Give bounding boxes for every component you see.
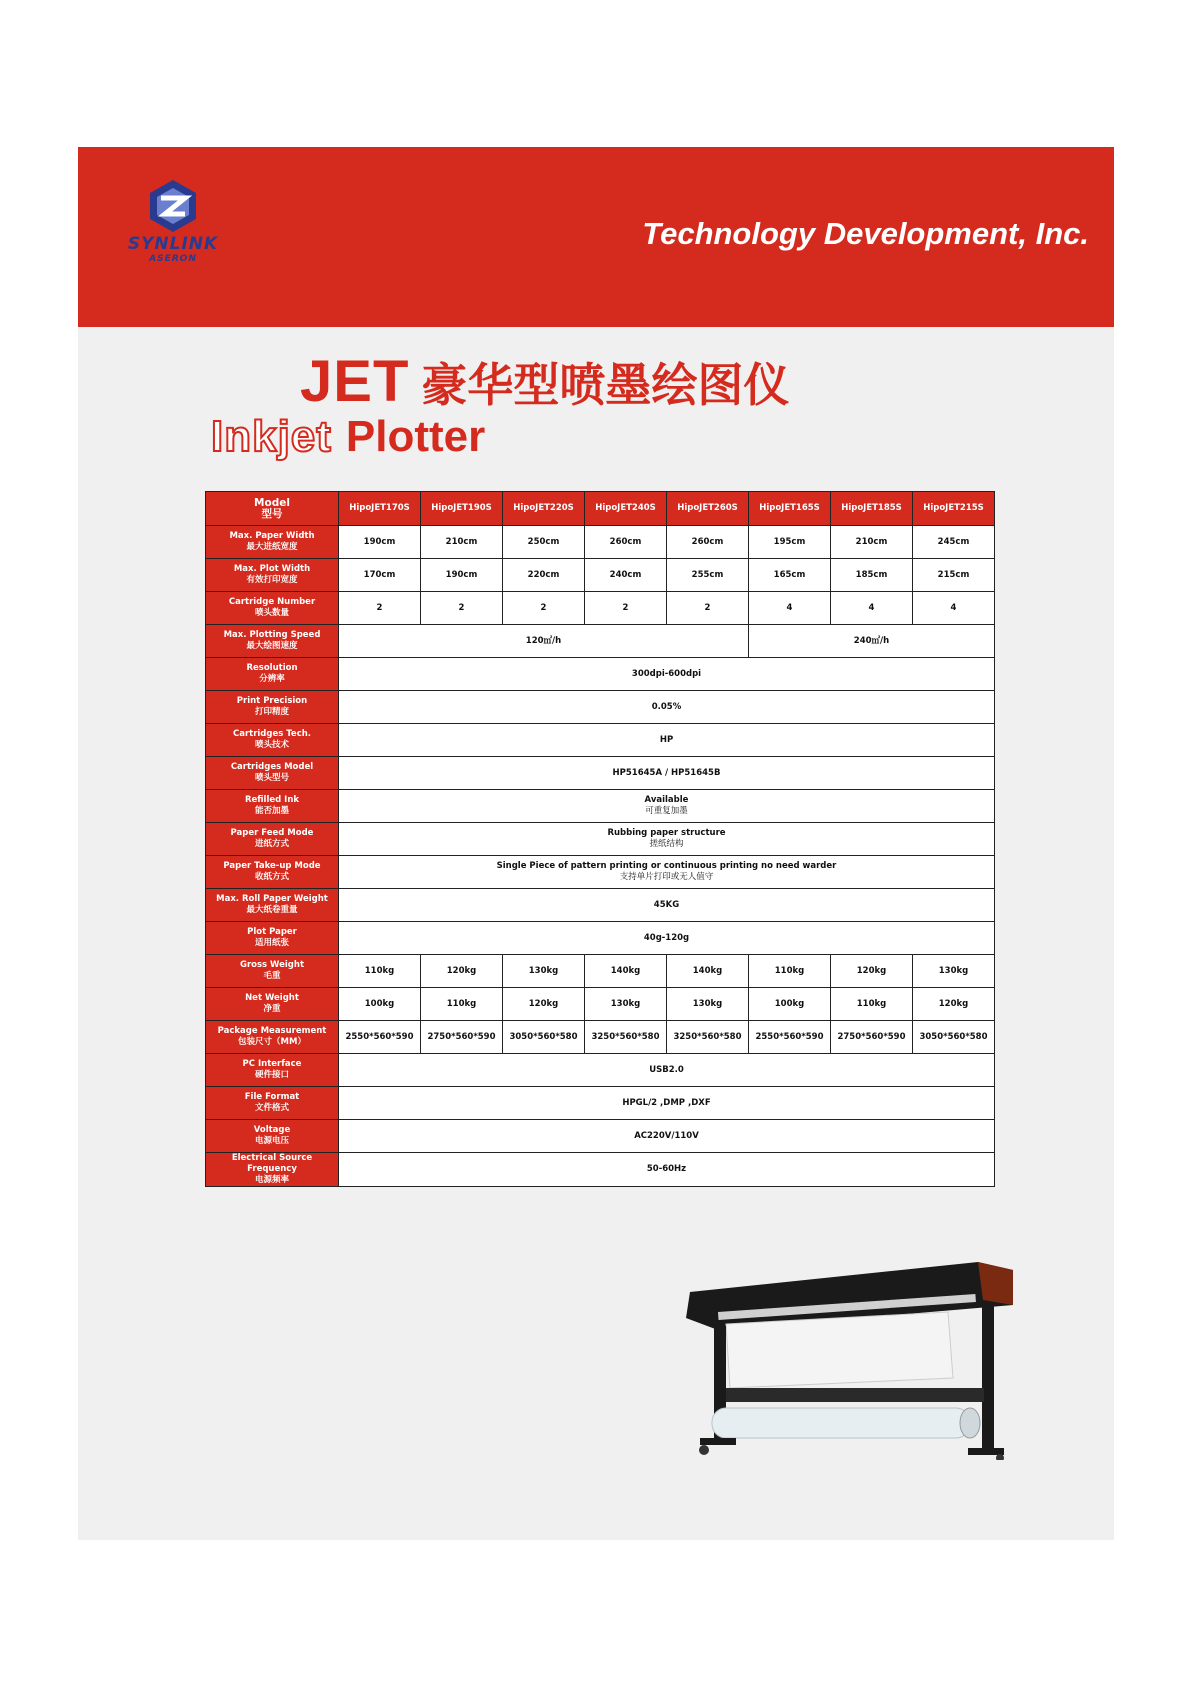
label-en: Paper Feed Mode: [230, 828, 314, 838]
row-label: [206, 658, 339, 691]
row-label: [206, 691, 339, 724]
table-row: [206, 724, 995, 757]
row-label: [206, 757, 339, 790]
table-row: [206, 1120, 995, 1153]
value-cell: 120kg: [421, 955, 503, 988]
table-row: [206, 988, 995, 1021]
row-label: [206, 526, 339, 559]
label-cn: 分辨率: [259, 674, 285, 684]
value-cell: 245cm: [913, 526, 995, 559]
value-cell: 170cm: [339, 559, 421, 592]
row-label: [206, 955, 339, 988]
value-en: Single Piece of pattern printing or continuous printing no need warder: [496, 861, 837, 871]
label-cn: 收纸方式: [254, 872, 289, 882]
value-cell: 240㎡/h: [749, 625, 995, 658]
label-cn: 净重: [263, 1004, 281, 1014]
value-cell: 140kg: [667, 955, 749, 988]
label-cn: 最大进纸宽度: [246, 542, 298, 552]
table-row: [206, 922, 995, 955]
value-cell: 210cm: [831, 526, 913, 559]
label-cn: 喷头型号: [254, 773, 289, 783]
model-cell: HipoJET190S: [421, 492, 503, 526]
value-cell: [339, 823, 995, 856]
value-cell: 110kg: [831, 988, 913, 1021]
title-chinese-text: 豪华型喷墨绘图仪: [421, 358, 790, 412]
value-cell: 45KG: [339, 889, 995, 922]
value-cell: 130kg: [503, 955, 585, 988]
row-label: [206, 988, 339, 1021]
label-en: Max. Plot Width: [233, 564, 311, 574]
row-label: [206, 592, 339, 625]
value-cell: 190cm: [421, 559, 503, 592]
model-cell: HipoJET170S: [339, 492, 421, 526]
model-cell: HipoJET215S: [913, 492, 995, 526]
label-cn: 喷头数量: [254, 608, 289, 618]
label-en: Resolution: [246, 663, 298, 673]
label-cn: 有效打印宽度: [246, 575, 298, 585]
value-cell: 2: [421, 592, 503, 625]
table-row: [206, 889, 995, 922]
model-cell: HipoJET240S: [585, 492, 667, 526]
label-en: Print Precision: [236, 696, 308, 706]
row-label: [206, 724, 339, 757]
value-cell: 240cm: [585, 559, 667, 592]
row-label: [206, 856, 339, 889]
label-cn: 毛重: [263, 971, 281, 981]
row-label: [206, 1153, 339, 1187]
value-cell: 3050*560*580: [503, 1021, 585, 1054]
table-row: [206, 1054, 995, 1087]
value-cell: 110kg: [421, 988, 503, 1021]
value-cell: HPGL/2 ,DMP ,DXF: [339, 1087, 995, 1120]
value-cell: 260cm: [667, 526, 749, 559]
title-chinese: [300, 348, 789, 415]
value-cell: 300dpi-600dpi: [339, 658, 995, 691]
row-label: [206, 492, 339, 526]
label-en: Voltage: [253, 1125, 291, 1135]
label-cn: 文件格式: [254, 1103, 289, 1113]
value-cell: HP: [339, 724, 995, 757]
table-row: [206, 790, 995, 823]
value-cell: 4: [913, 592, 995, 625]
table-row: [206, 592, 995, 625]
value-cell: 2750*560*590: [421, 1021, 503, 1054]
value-cell: 2550*560*590: [749, 1021, 831, 1054]
value-cell: 2: [339, 592, 421, 625]
plotter-image: [678, 1260, 1018, 1460]
value-cell: 2: [667, 592, 749, 625]
table-row: [206, 757, 995, 790]
logo-name: SYNLINK: [127, 234, 219, 254]
value-cell: 215cm: [913, 559, 995, 592]
model-cell: HipoJET220S: [503, 492, 585, 526]
table-row: [206, 658, 995, 691]
label-cn: 适用纸张: [254, 938, 289, 948]
row-label: [206, 823, 339, 856]
row-label: [206, 1087, 339, 1120]
value-cell: 130kg: [585, 988, 667, 1021]
value-cell: 120kg: [913, 988, 995, 1021]
row-label: [206, 1021, 339, 1054]
value-cell: 3250*560*580: [667, 1021, 749, 1054]
label-en: Package Measurement: [217, 1026, 327, 1036]
value-cell: USB2.0: [339, 1054, 995, 1087]
label-en: Paper Take-up Mode: [223, 861, 321, 871]
row-label: [206, 1120, 339, 1153]
label-en: Cartridges Tech.: [232, 729, 312, 739]
value-cell: 110kg: [339, 955, 421, 988]
table-row: [206, 1021, 995, 1054]
value-cell: 0.05%: [339, 691, 995, 724]
label-en: Gross Weight: [239, 960, 305, 970]
label-en: Max. Roll Paper Weight: [216, 894, 328, 904]
label-cn: 最大绘图速度: [246, 641, 298, 651]
label-en: Max. Plotting Speed: [223, 630, 321, 640]
title-jet: JET: [300, 349, 410, 414]
value-cell: 210cm: [421, 526, 503, 559]
value-cell: 2550*560*590: [339, 1021, 421, 1054]
value-cn: 可重复加墨: [645, 806, 688, 816]
value-cell: 255cm: [667, 559, 749, 592]
label-cn: 包装尺寸（MM）: [238, 1037, 306, 1047]
value-cell: 40g-120g: [339, 922, 995, 955]
title-plotter: Plotter: [345, 412, 486, 461]
logo-subtitle: ASERON: [149, 254, 197, 264]
table-row: [206, 1153, 995, 1187]
value-cell: 4: [831, 592, 913, 625]
value-cell: 110kg: [749, 955, 831, 988]
value-cell: 195cm: [749, 526, 831, 559]
table-header-row: [206, 492, 995, 526]
value-cell: 3050*560*580: [913, 1021, 995, 1054]
value-cell: 220cm: [503, 559, 585, 592]
label-en: Model: [254, 496, 290, 509]
label-cn: 最大纸卷重量: [246, 905, 298, 915]
value-cell: 100kg: [749, 988, 831, 1021]
table-row: [206, 955, 995, 988]
table-row: [206, 625, 995, 658]
table-row: [206, 1087, 995, 1120]
model-cell: HipoJET165S: [749, 492, 831, 526]
title-english: [211, 412, 485, 462]
value-cell: 190cm: [339, 526, 421, 559]
value-cell: 4: [749, 592, 831, 625]
row-label: [206, 922, 339, 955]
value-cell: AC220V/110V: [339, 1120, 995, 1153]
value-cell: 50-60Hz: [339, 1153, 995, 1187]
company-tagline: Technology Development, Inc.: [642, 216, 1089, 251]
label-cn: 喷头技术: [254, 740, 289, 750]
table-row: [206, 823, 995, 856]
model-cell: HipoJET185S: [831, 492, 913, 526]
value-cell: 3250*560*580: [585, 1021, 667, 1054]
value-cell: 120kg: [831, 955, 913, 988]
label-en: Net Weight: [245, 993, 299, 1003]
row-label: [206, 889, 339, 922]
label-en: Max. Paper Width: [229, 531, 315, 541]
label-cn: 电源电压: [254, 1136, 289, 1146]
table-row: [206, 856, 995, 889]
value-en: Available: [644, 795, 689, 805]
label-cn: 打印精度: [254, 707, 289, 717]
label-cn: 进纸方式: [254, 839, 289, 849]
value-cn: 支持单片打印或无人值守: [619, 872, 714, 882]
table-row: [206, 691, 995, 724]
table-row: [206, 559, 995, 592]
label-en: Refilled Ink: [244, 795, 300, 805]
value-cell: 260cm: [585, 526, 667, 559]
value-cn: 搓纸结构: [649, 839, 684, 849]
value-cell: 2: [503, 592, 585, 625]
model-cell: HipoJET260S: [667, 492, 749, 526]
label-cn: 电源频率: [254, 1175, 289, 1185]
spec-table: [205, 491, 995, 1187]
value-cell: 2: [585, 592, 667, 625]
value-cell: [339, 790, 995, 823]
logo-mark-icon: [118, 178, 228, 238]
value-cell: 100kg: [339, 988, 421, 1021]
title-inkjet: Inkjet: [211, 412, 332, 461]
label-en: Electrical Source Frequency: [231, 1153, 313, 1174]
value-cell: 130kg: [913, 955, 995, 988]
row-label: [206, 625, 339, 658]
value-cell: 130kg: [667, 988, 749, 1021]
value-cell: 120㎡/h: [339, 625, 749, 658]
label-cn: 型号: [261, 507, 283, 520]
label-cn: 能否加墨: [254, 806, 289, 816]
label-en: Cartridges Model: [230, 762, 314, 772]
value-cell: 140kg: [585, 955, 667, 988]
label-cn: 硬件接口: [254, 1070, 289, 1080]
value-cell: [339, 856, 995, 889]
table-row: [206, 526, 995, 559]
value-cell: 185cm: [831, 559, 913, 592]
label-en: Cartridge Number: [228, 597, 316, 607]
company-logo: [118, 178, 228, 270]
value-cell: 120kg: [503, 988, 585, 1021]
row-label: [206, 559, 339, 592]
value-cell: HP51645A / HP51645B: [339, 757, 995, 790]
label-en: Plot Paper: [247, 927, 297, 937]
value-cell: 250cm: [503, 526, 585, 559]
row-label: [206, 790, 339, 823]
value-en: Rubbing paper structure: [607, 828, 726, 838]
value-cell: 2750*560*590: [831, 1021, 913, 1054]
row-label: [206, 1054, 339, 1087]
label-en: PC Interface: [242, 1059, 302, 1069]
label-en: File Format: [244, 1092, 300, 1102]
value-cell: 165cm: [749, 559, 831, 592]
